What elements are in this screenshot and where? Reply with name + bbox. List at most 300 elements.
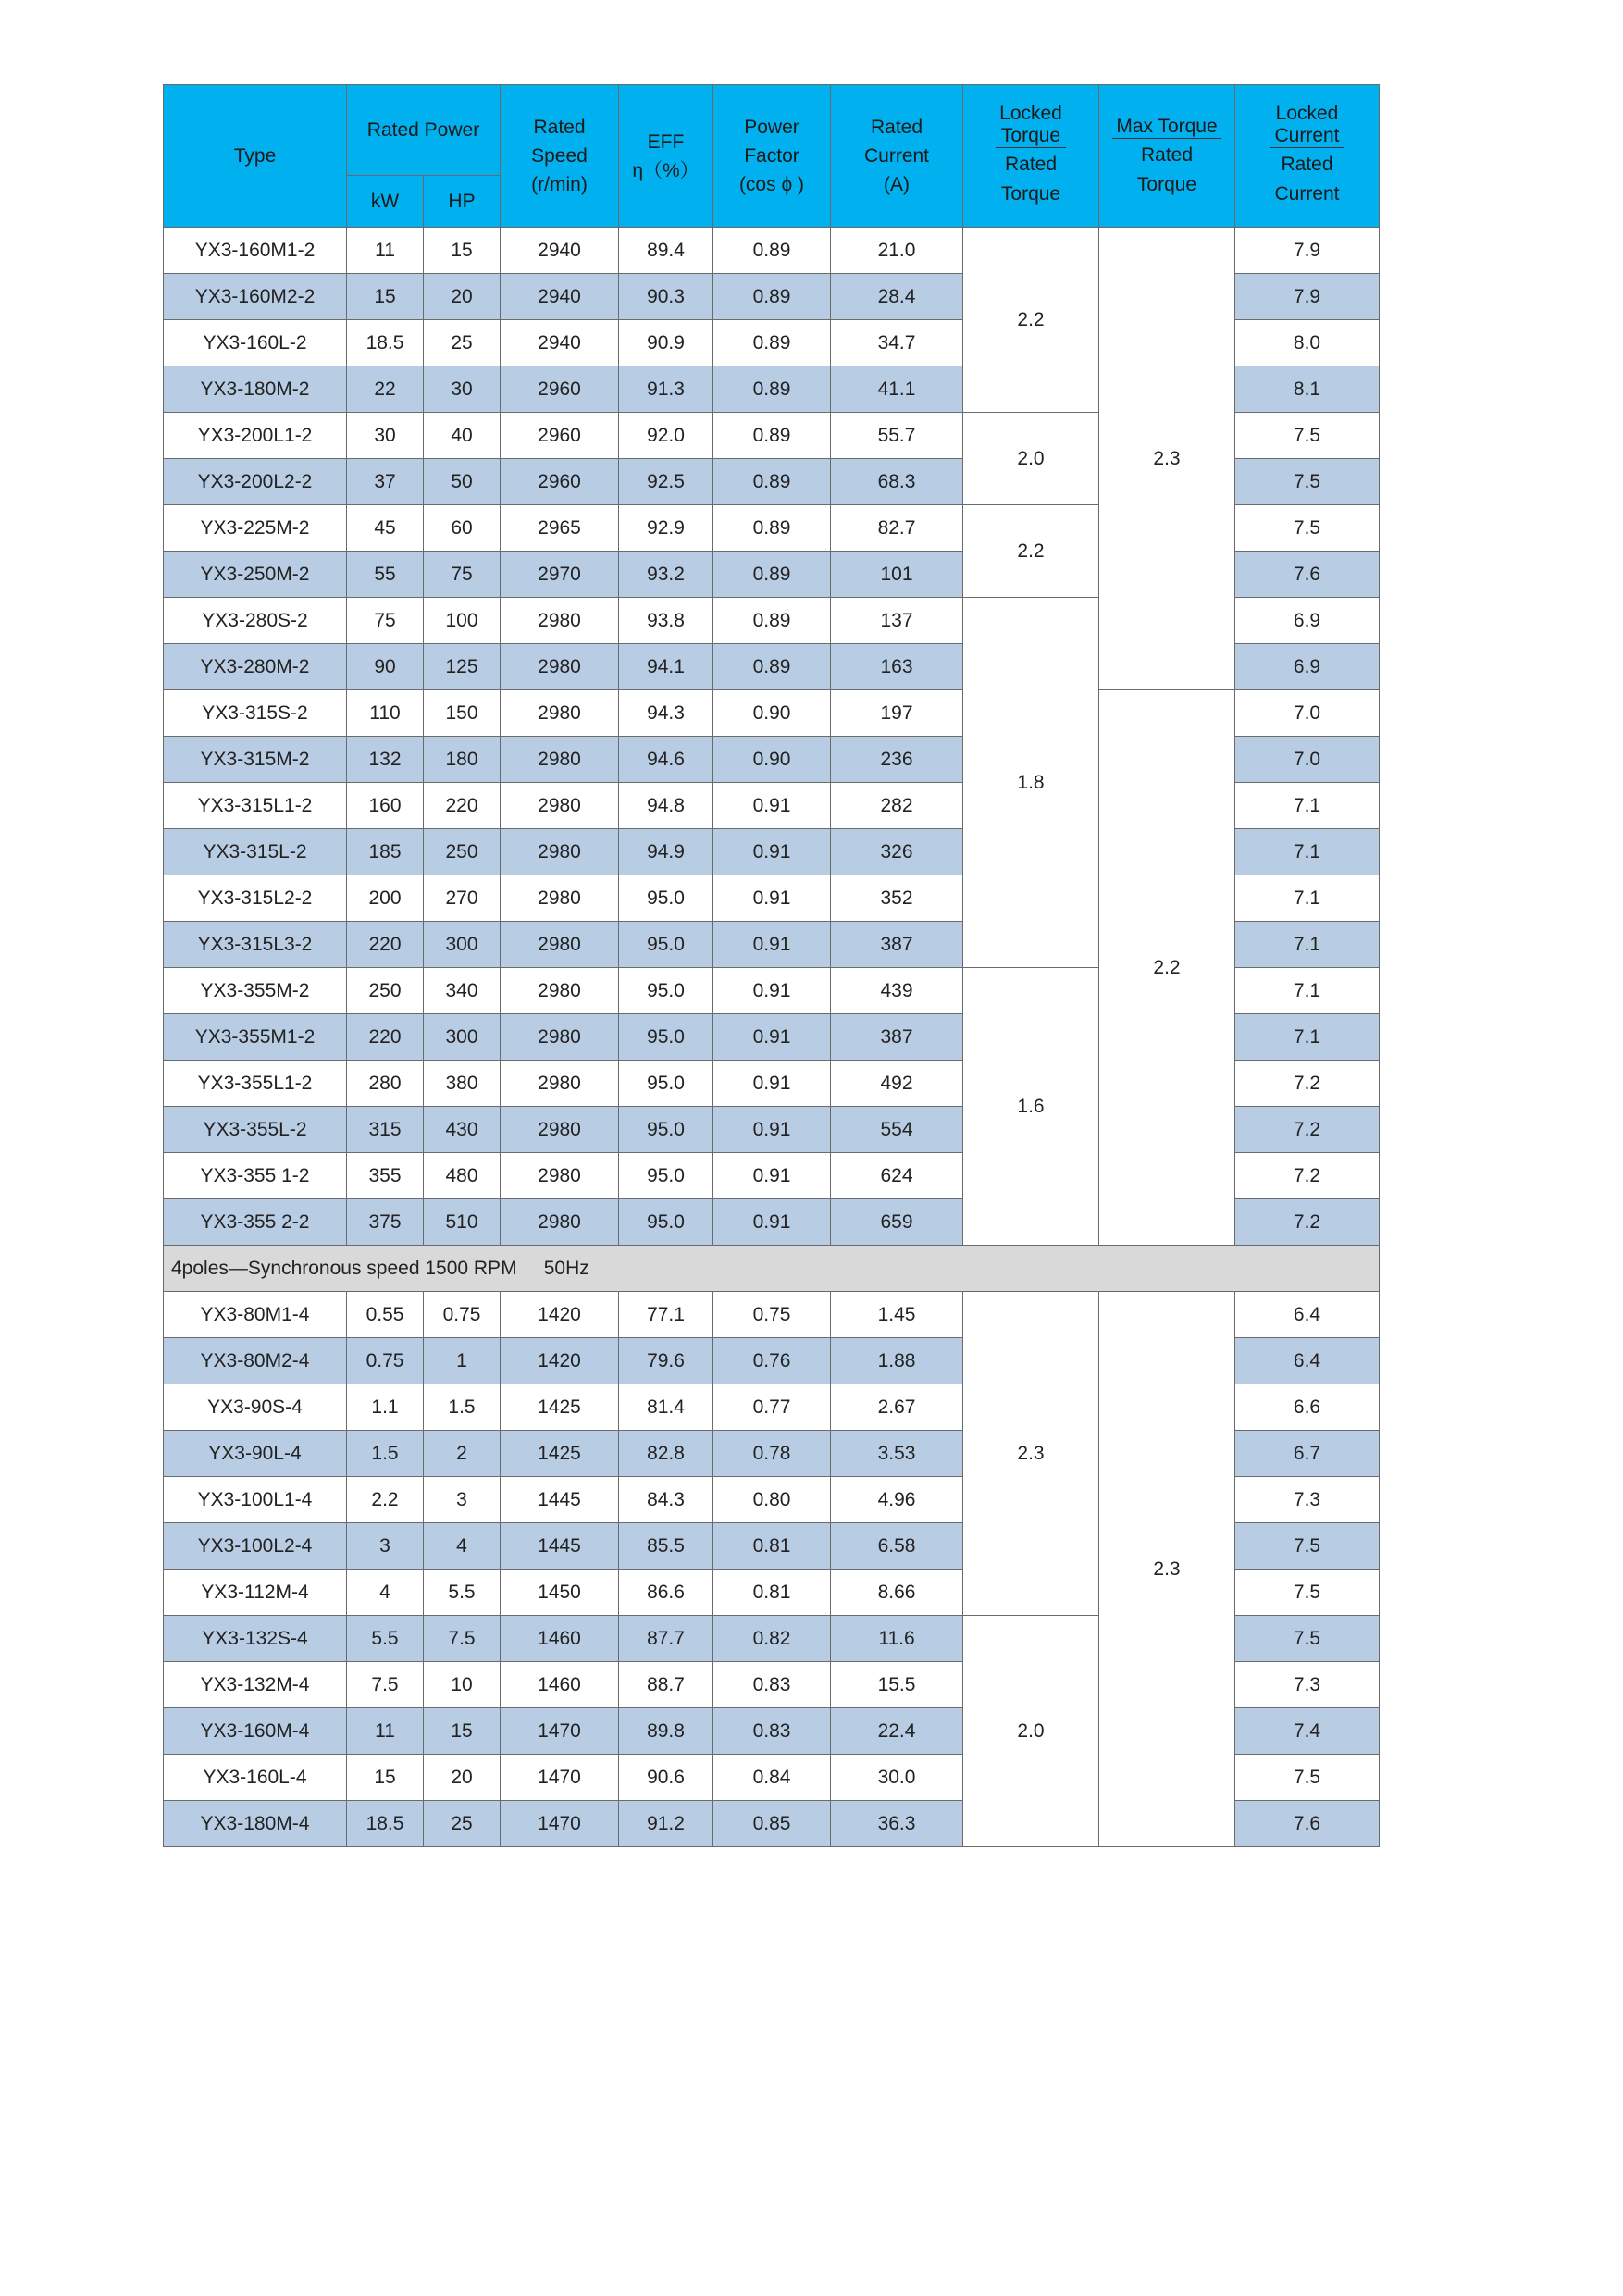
cell-speed: 1425 <box>501 1384 619 1431</box>
locked-torque-cell: 1.8 <box>963 598 1099 968</box>
cell-eff: 87.7 <box>619 1616 713 1662</box>
cell-eff: 79.6 <box>619 1338 713 1384</box>
cell-locked-current: 6.4 <box>1235 1338 1380 1384</box>
col-header-locked-torque <box>963 85 1099 228</box>
cell-eff: 81.4 <box>619 1384 713 1431</box>
cell-pf: 0.89 <box>713 320 831 366</box>
cell-kw: 1.1 <box>347 1384 424 1431</box>
lc-bot-2: Current <box>1274 183 1340 205</box>
cell-hp: 125 <box>424 644 501 690</box>
cell-locked-current: 7.1 <box>1235 1014 1380 1061</box>
cell-current: 1.88 <box>831 1338 963 1384</box>
cell-locked-current: 7.3 <box>1235 1477 1380 1523</box>
cell-eff: 95.0 <box>619 1199 713 1246</box>
cell-locked-current: 7.5 <box>1235 1570 1380 1616</box>
cell-pf: 0.91 <box>713 1107 831 1153</box>
cell-kw: 220 <box>347 922 424 968</box>
col-header-rated-speed <box>501 85 619 228</box>
cell-eff: 95.0 <box>619 1061 713 1107</box>
cell-type: YX3-160M1-2 <box>164 228 347 274</box>
cell-locked-current: 6.9 <box>1235 644 1380 690</box>
cell-type: YX3-355L1-2 <box>164 1061 347 1107</box>
cell-hp: 20 <box>424 274 501 320</box>
cell-current: 55.7 <box>831 413 963 459</box>
cell-kw: 11 <box>347 1708 424 1755</box>
cell-hp: 250 <box>424 829 501 875</box>
cell-type: YX3-180M-2 <box>164 366 347 413</box>
cell-speed: 1445 <box>501 1477 619 1523</box>
cell-type: YX3-355 2-2 <box>164 1199 347 1246</box>
cell-pf: 0.77 <box>713 1384 831 1431</box>
cell-pf: 0.91 <box>713 1153 831 1199</box>
max-torque-denominator <box>1099 141 1234 200</box>
cell-pf: 0.81 <box>713 1523 831 1570</box>
pf-label-2: Factor <box>744 145 799 167</box>
cell-locked-current: 7.2 <box>1235 1199 1380 1246</box>
cell-type: YX3-355M1-2 <box>164 1014 347 1061</box>
cell-pf: 0.91 <box>713 829 831 875</box>
cell-current: 36.3 <box>831 1801 963 1847</box>
cell-eff: 92.0 <box>619 413 713 459</box>
cell-kw: 250 <box>347 968 424 1014</box>
cell-hp: 300 <box>424 1014 501 1061</box>
cell-current: 15.5 <box>831 1662 963 1708</box>
cell-hp: 25 <box>424 320 501 366</box>
cell-kw: 375 <box>347 1199 424 1246</box>
cell-hp: 220 <box>424 783 501 829</box>
cell-type: YX3-100L2-4 <box>164 1523 347 1570</box>
cell-pf: 0.89 <box>713 459 831 505</box>
cell-pf: 0.89 <box>713 552 831 598</box>
cell-speed: 2980 <box>501 1061 619 1107</box>
lt-top-2: Torque <box>1000 125 1061 146</box>
cell-speed: 1470 <box>501 1708 619 1755</box>
cell-speed: 1470 <box>501 1755 619 1801</box>
cell-locked-current: 7.0 <box>1235 737 1380 783</box>
col-header-kw: kW <box>347 176 424 228</box>
cell-hp: 510 <box>424 1199 501 1246</box>
cell-eff: 82.8 <box>619 1431 713 1477</box>
cell-pf: 0.91 <box>713 783 831 829</box>
cell-locked-current: 6.9 <box>1235 598 1380 644</box>
cell-eff: 91.3 <box>619 366 713 413</box>
cell-eff: 90.3 <box>619 274 713 320</box>
cell-pf: 0.85 <box>713 1801 831 1847</box>
cell-speed: 2980 <box>501 829 619 875</box>
cell-current: 11.6 <box>831 1616 963 1662</box>
cell-pf: 0.80 <box>713 1477 831 1523</box>
cell-current: 326 <box>831 829 963 875</box>
table-row <box>164 228 1380 274</box>
cell-locked-current: 7.0 <box>1235 690 1380 737</box>
max-torque-cell: 2.3 <box>1099 228 1235 690</box>
eff-label-1: EFF <box>647 130 685 153</box>
max-torque-numerator: Max Torque <box>1112 116 1220 139</box>
cell-speed: 2980 <box>501 737 619 783</box>
col-header-max-torque <box>1099 85 1235 228</box>
cell-speed: 1420 <box>501 1338 619 1384</box>
cell-kw: 11 <box>347 228 424 274</box>
cell-type: YX3-200L2-2 <box>164 459 347 505</box>
cell-eff: 90.6 <box>619 1755 713 1801</box>
cell-type: YX3-80M2-4 <box>164 1338 347 1384</box>
cell-speed: 1460 <box>501 1616 619 1662</box>
cell-type: YX3-160L-2 <box>164 320 347 366</box>
cell-eff: 77.1 <box>619 1292 713 1338</box>
cell-locked-current: 7.9 <box>1235 274 1380 320</box>
speed-label-2: Speed <box>531 145 588 167</box>
locked-current-denominator <box>1235 150 1379 209</box>
cell-current: 101 <box>831 552 963 598</box>
cell-current: 282 <box>831 783 963 829</box>
cell-type: YX3-355M-2 <box>164 968 347 1014</box>
cell-hp: 0.75 <box>424 1292 501 1338</box>
cell-eff: 94.1 <box>619 644 713 690</box>
speed-label-3: (r/min) <box>531 174 588 195</box>
cell-type: YX3-200L1-2 <box>164 413 347 459</box>
section-row-4pole <box>164 1246 1380 1292</box>
cell-pf: 0.90 <box>713 690 831 737</box>
cell-type: YX3-90L-4 <box>164 1431 347 1477</box>
cell-type: YX3-280M-2 <box>164 644 347 690</box>
cell-locked-current: 8.1 <box>1235 366 1380 413</box>
cell-kw: 18.5 <box>347 320 424 366</box>
cell-locked-current: 7.5 <box>1235 1755 1380 1801</box>
cell-current: 30.0 <box>831 1755 963 1801</box>
cell-current: 439 <box>831 968 963 1014</box>
cell-speed: 2960 <box>501 459 619 505</box>
cell-current: 28.4 <box>831 274 963 320</box>
cell-eff: 86.6 <box>619 1570 713 1616</box>
cell-hp: 15 <box>424 228 501 274</box>
col-header-power-factor <box>713 85 831 228</box>
cell-locked-current: 7.6 <box>1235 552 1380 598</box>
cell-type: YX3-160M2-2 <box>164 274 347 320</box>
col-header-type: Type <box>164 85 347 228</box>
cell-eff: 89.4 <box>619 228 713 274</box>
locked-torque-denominator <box>963 150 1098 209</box>
cell-speed: 2980 <box>501 598 619 644</box>
cell-speed: 1450 <box>501 1570 619 1616</box>
cell-kw: 0.75 <box>347 1338 424 1384</box>
cell-current: 492 <box>831 1061 963 1107</box>
cell-speed: 2970 <box>501 552 619 598</box>
cell-current: 6.58 <box>831 1523 963 1570</box>
cell-kw: 355 <box>347 1153 424 1199</box>
cell-hp: 7.5 <box>424 1616 501 1662</box>
lc-top-2: Current <box>1274 125 1340 146</box>
cell-eff: 94.8 <box>619 783 713 829</box>
cell-kw: 22 <box>347 366 424 413</box>
cell-kw: 5.5 <box>347 1616 424 1662</box>
cell-type: YX3-315L-2 <box>164 829 347 875</box>
cell-type: YX3-160M-4 <box>164 1708 347 1755</box>
cell-speed: 1470 <box>501 1801 619 1847</box>
cell-locked-current: 8.0 <box>1235 320 1380 366</box>
cell-current: 82.7 <box>831 505 963 552</box>
cell-hp: 40 <box>424 413 501 459</box>
cell-pf: 0.75 <box>713 1292 831 1338</box>
table-body <box>164 228 1380 1847</box>
cell-eff: 94.6 <box>619 737 713 783</box>
cell-pf: 0.83 <box>713 1662 831 1708</box>
cell-speed: 2980 <box>501 875 619 922</box>
lc-top-1: Locked <box>1275 103 1339 124</box>
cell-pf: 0.91 <box>713 968 831 1014</box>
cell-eff: 90.9 <box>619 320 713 366</box>
cell-type: YX3-180M-4 <box>164 1801 347 1847</box>
locked-torque-cell: 2.2 <box>963 505 1099 598</box>
speed-label-1: Rated <box>533 117 586 138</box>
max-torque-cell: 2.3 <box>1099 1292 1235 1847</box>
cell-kw: 15 <box>347 274 424 320</box>
cell-kw: 0.55 <box>347 1292 424 1338</box>
cell-hp: 2 <box>424 1431 501 1477</box>
cell-locked-current: 7.1 <box>1235 968 1380 1014</box>
cell-current: 554 <box>831 1107 963 1153</box>
cell-hp: 25 <box>424 1801 501 1847</box>
cell-hp: 20 <box>424 1755 501 1801</box>
cell-speed: 2980 <box>501 1107 619 1153</box>
section-title-4pole: 4poles—Synchronous speed 1500 RPM 50Hz <box>164 1246 1380 1292</box>
cell-eff: 84.3 <box>619 1477 713 1523</box>
cell-kw: 15 <box>347 1755 424 1801</box>
cell-locked-current: 7.1 <box>1235 829 1380 875</box>
cell-kw: 3 <box>347 1523 424 1570</box>
locked-torque-cell: 2.2 <box>963 228 1099 413</box>
cell-current: 352 <box>831 875 963 922</box>
cell-current: 4.96 <box>831 1477 963 1523</box>
cell-kw: 315 <box>347 1107 424 1153</box>
cell-pf: 0.90 <box>713 737 831 783</box>
cell-hp: 50 <box>424 459 501 505</box>
cell-eff: 91.2 <box>619 1801 713 1847</box>
cell-kw: 75 <box>347 598 424 644</box>
table-row <box>164 690 1380 737</box>
cell-hp: 100 <box>424 598 501 644</box>
max-torque-cell: 2.2 <box>1099 690 1235 1246</box>
cell-locked-current: 7.3 <box>1235 1662 1380 1708</box>
lt-bot-2: Torque <box>1000 183 1061 205</box>
cell-current: 34.7 <box>831 320 963 366</box>
locked-current-numerator <box>1270 103 1343 148</box>
cell-eff: 92.9 <box>619 505 713 552</box>
cell-current: 387 <box>831 1014 963 1061</box>
cell-kw: 110 <box>347 690 424 737</box>
cell-locked-current: 7.1 <box>1235 783 1380 829</box>
cell-locked-current: 7.5 <box>1235 505 1380 552</box>
cell-locked-current: 7.4 <box>1235 1708 1380 1755</box>
cell-locked-current: 7.5 <box>1235 413 1380 459</box>
cell-speed: 1425 <box>501 1431 619 1477</box>
locked-torque-numerator <box>996 103 1066 148</box>
cell-eff: 93.8 <box>619 598 713 644</box>
locked-torque-cell: 1.6 <box>963 968 1099 1246</box>
cell-pf: 0.89 <box>713 598 831 644</box>
cell-speed: 2980 <box>501 1199 619 1246</box>
cell-speed: 1460 <box>501 1662 619 1708</box>
cell-speed: 2980 <box>501 690 619 737</box>
cell-pf: 0.89 <box>713 413 831 459</box>
cell-pf: 0.89 <box>713 505 831 552</box>
cell-kw: 160 <box>347 783 424 829</box>
pf-label-1: Power <box>744 117 799 138</box>
cell-pf: 0.76 <box>713 1338 831 1384</box>
cell-locked-current: 6.7 <box>1235 1431 1380 1477</box>
cell-speed: 2960 <box>501 413 619 459</box>
cell-speed: 2980 <box>501 644 619 690</box>
cell-pf: 0.89 <box>713 644 831 690</box>
cell-locked-current: 7.9 <box>1235 228 1380 274</box>
cell-hp: 4 <box>424 1523 501 1570</box>
lt-top-1: Locked <box>999 103 1062 124</box>
cell-type: YX3-132M-4 <box>164 1662 347 1708</box>
cell-current: 3.53 <box>831 1431 963 1477</box>
cell-type: YX3-315L2-2 <box>164 875 347 922</box>
cell-hp: 60 <box>424 505 501 552</box>
cell-locked-current: 7.5 <box>1235 1523 1380 1570</box>
cell-speed: 2980 <box>501 1014 619 1061</box>
cell-locked-current: 7.5 <box>1235 459 1380 505</box>
cell-current: 236 <box>831 737 963 783</box>
cell-speed: 1420 <box>501 1292 619 1338</box>
cell-eff: 95.0 <box>619 922 713 968</box>
cell-hp: 270 <box>424 875 501 922</box>
mt-bot-2: Torque <box>1136 174 1197 195</box>
cell-hp: 480 <box>424 1153 501 1199</box>
cell-pf: 0.91 <box>713 1199 831 1246</box>
cell-kw: 18.5 <box>347 1801 424 1847</box>
mt-bot-1: Rated <box>1140 144 1194 166</box>
cell-speed: 2980 <box>501 783 619 829</box>
cur-label-3: (A) <box>884 174 910 195</box>
cell-eff: 85.5 <box>619 1523 713 1570</box>
cell-type: YX3-225M-2 <box>164 505 347 552</box>
col-header-rated-power: Rated Power <box>347 85 501 176</box>
cell-pf: 0.78 <box>713 1431 831 1477</box>
locked-torque-cell: 2.3 <box>963 1292 1099 1616</box>
cell-type: YX3-250M-2 <box>164 552 347 598</box>
cell-hp: 1 <box>424 1338 501 1384</box>
cell-type: YX3-132S-4 <box>164 1616 347 1662</box>
cell-type: YX3-112M-4 <box>164 1570 347 1616</box>
cell-hp: 75 <box>424 552 501 598</box>
cell-type: YX3-355 1-2 <box>164 1153 347 1199</box>
cell-hp: 430 <box>424 1107 501 1153</box>
cell-locked-current: 7.1 <box>1235 875 1380 922</box>
eff-label-2: η（%） <box>632 159 700 181</box>
cell-pf: 0.91 <box>713 1014 831 1061</box>
cell-hp: 3 <box>424 1477 501 1523</box>
cell-eff: 92.5 <box>619 459 713 505</box>
cell-current: 22.4 <box>831 1708 963 1755</box>
cell-kw: 30 <box>347 413 424 459</box>
cell-pf: 0.82 <box>713 1616 831 1662</box>
cell-kw: 132 <box>347 737 424 783</box>
cell-current: 41.1 <box>831 366 963 413</box>
cell-eff: 88.7 <box>619 1662 713 1708</box>
cell-type: YX3-315S-2 <box>164 690 347 737</box>
cell-pf: 0.89 <box>713 274 831 320</box>
cell-current: 2.67 <box>831 1384 963 1431</box>
lt-bot-1: Rated <box>1004 154 1058 175</box>
cur-label-2: Current <box>863 145 930 167</box>
cell-hp: 15 <box>424 1708 501 1755</box>
cell-locked-current: 7.2 <box>1235 1153 1380 1199</box>
locked-torque-cell: 2.0 <box>963 1616 1099 1847</box>
table-header <box>164 85 1380 228</box>
cell-speed: 1445 <box>501 1523 619 1570</box>
cell-pf: 0.89 <box>713 228 831 274</box>
cell-type: YX3-80M1-4 <box>164 1292 347 1338</box>
cell-hp: 300 <box>424 922 501 968</box>
cell-eff: 95.0 <box>619 968 713 1014</box>
cell-eff: 94.9 <box>619 829 713 875</box>
cell-locked-current: 6.6 <box>1235 1384 1380 1431</box>
cell-hp: 5.5 <box>424 1570 501 1616</box>
cell-kw: 2.2 <box>347 1477 424 1523</box>
cell-current: 163 <box>831 644 963 690</box>
cell-locked-current: 7.2 <box>1235 1061 1380 1107</box>
cell-locked-current: 7.1 <box>1235 922 1380 968</box>
cell-type: YX3-90S-4 <box>164 1384 347 1431</box>
cell-eff: 89.8 <box>619 1708 713 1755</box>
cell-pf: 0.89 <box>713 366 831 413</box>
table-row <box>164 1292 1380 1338</box>
col-header-eff <box>619 85 713 228</box>
cell-hp: 1.5 <box>424 1384 501 1431</box>
cell-eff: 93.2 <box>619 552 713 598</box>
cell-eff: 95.0 <box>619 1107 713 1153</box>
cell-type: YX3-280S-2 <box>164 598 347 644</box>
cell-locked-current: 6.4 <box>1235 1292 1380 1338</box>
cell-current: 137 <box>831 598 963 644</box>
cell-kw: 7.5 <box>347 1662 424 1708</box>
cell-hp: 30 <box>424 366 501 413</box>
cell-speed: 2960 <box>501 366 619 413</box>
cell-current: 1.45 <box>831 1292 963 1338</box>
cell-current: 21.0 <box>831 228 963 274</box>
cur-label-1: Rated <box>870 117 923 138</box>
cell-pf: 0.91 <box>713 922 831 968</box>
cell-current: 8.66 <box>831 1570 963 1616</box>
cell-hp: 340 <box>424 968 501 1014</box>
cell-hp: 180 <box>424 737 501 783</box>
cell-pf: 0.84 <box>713 1755 831 1801</box>
cell-pf: 0.81 <box>713 1570 831 1616</box>
cell-locked-current: 7.2 <box>1235 1107 1380 1153</box>
lc-bot-1: Rated <box>1281 154 1333 175</box>
col-header-hp: HP <box>424 176 501 228</box>
cell-eff: 95.0 <box>619 875 713 922</box>
cell-kw: 280 <box>347 1061 424 1107</box>
col-header-rated-current <box>831 85 963 228</box>
cell-type: YX3-100L1-4 <box>164 1477 347 1523</box>
cell-kw: 185 <box>347 829 424 875</box>
cell-speed: 2940 <box>501 320 619 366</box>
cell-kw: 55 <box>347 552 424 598</box>
cell-type: YX3-315M-2 <box>164 737 347 783</box>
cell-speed: 2940 <box>501 274 619 320</box>
cell-kw: 45 <box>347 505 424 552</box>
cell-locked-current: 7.5 <box>1235 1616 1380 1662</box>
cell-current: 387 <box>831 922 963 968</box>
cell-eff: 95.0 <box>619 1014 713 1061</box>
pf-label-3: (cos ϕ ) <box>738 174 805 195</box>
cell-current: 624 <box>831 1153 963 1199</box>
cell-pf: 0.83 <box>713 1708 831 1755</box>
cell-pf: 0.91 <box>713 875 831 922</box>
